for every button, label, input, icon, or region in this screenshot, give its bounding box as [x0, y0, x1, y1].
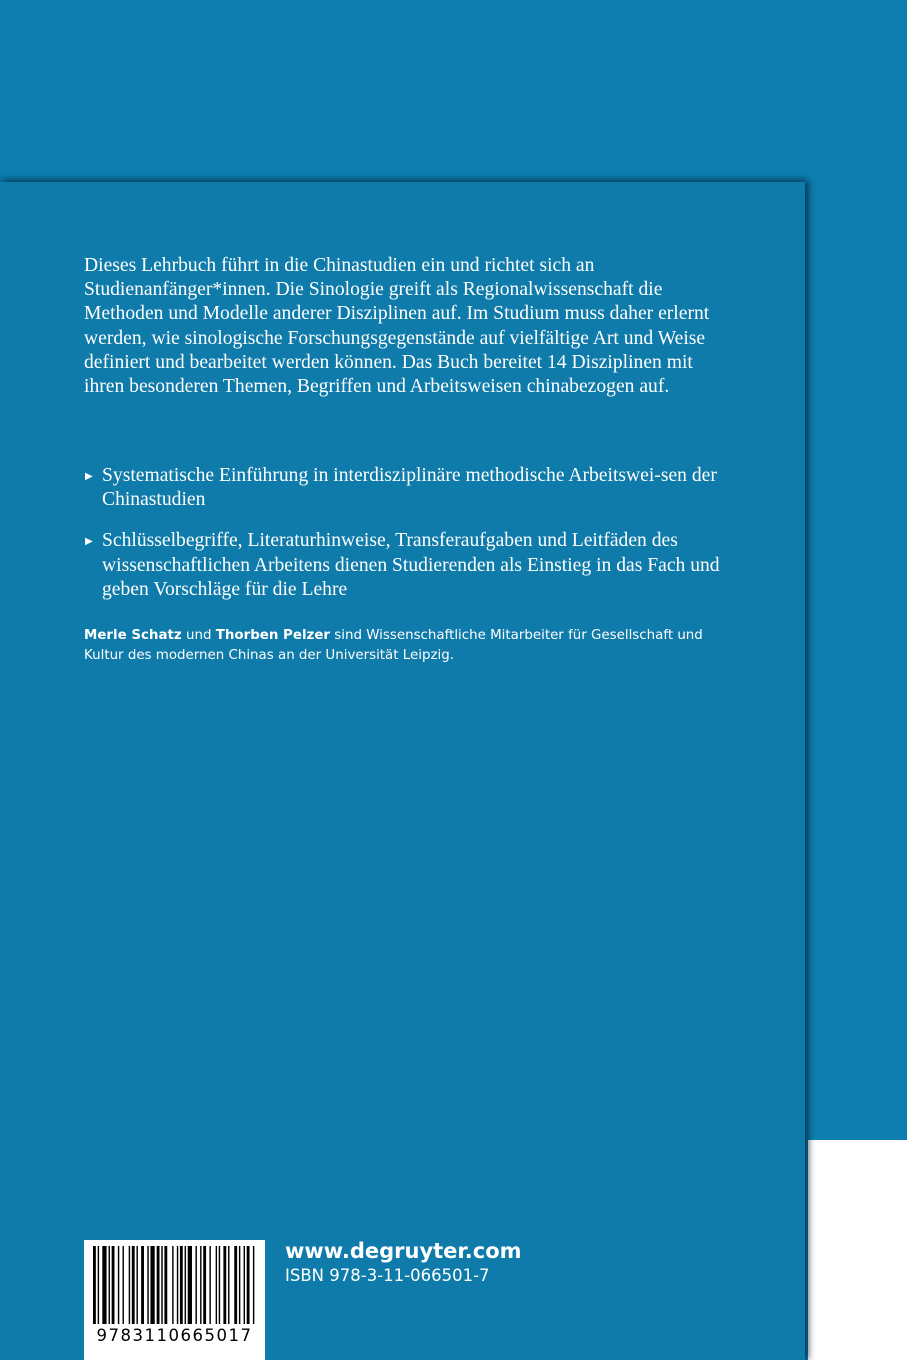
barcode-bar [118, 1246, 119, 1324]
barcode-bar [234, 1246, 237, 1324]
barcode-bars [93, 1246, 256, 1324]
barcode-bar [177, 1246, 178, 1324]
barcode-bar [200, 1246, 201, 1324]
author-bio-text: sind Wissenschaftliche Mitarbeiter für Gesellschaft und Kultur des modernen Chinas an der Universität Leipzig. [84, 628, 703, 663]
triangle-bullet-icon: ▶ [85, 536, 93, 548]
author-connector: und [185, 628, 212, 643]
barcode [84, 1240, 265, 1360]
barcode-bar [112, 1246, 115, 1324]
barcode-bar [228, 1246, 229, 1324]
barcode-bar [157, 1246, 160, 1324]
author-name: Merle Schatz [84, 628, 182, 643]
feature-item [84, 464, 734, 512]
barcode-bar [109, 1246, 110, 1324]
barcode-bar [98, 1246, 99, 1324]
barcode-bar [185, 1246, 186, 1324]
barcode-bar [216, 1246, 217, 1324]
barcode-bar [102, 1246, 106, 1324]
barcode-bar [93, 1246, 96, 1324]
barcode-bar [164, 1246, 167, 1324]
barcode-bar [195, 1246, 196, 1324]
barcode-bar [141, 1246, 144, 1324]
barcode-bar [136, 1246, 137, 1324]
publisher-website[interactable]: www.degruyter.com [285, 1239, 522, 1263]
feature-text: Systematische Einführung in interdisziplinäre methodische Arbeitswei-sen der Chinastudien [102, 465, 717, 511]
feature-list [84, 464, 734, 619]
barcode-bar [180, 1246, 183, 1324]
barcode-bar [247, 1246, 250, 1324]
triangle-bullet-icon: ▶ [85, 471, 93, 482]
barcode-bar [223, 1246, 226, 1324]
barcode-bar [150, 1246, 154, 1324]
author-bio [84, 626, 744, 666]
isbn-number: ISBN 978-3-11-066501-7 [285, 1266, 490, 1285]
barcode-bar [123, 1246, 124, 1324]
barcode-bar [147, 1246, 148, 1324]
barcode-bar [209, 1246, 210, 1324]
barcode-bar [253, 1246, 254, 1324]
barcode-bar [219, 1246, 220, 1324]
barcode-bar [203, 1246, 206, 1324]
barcode-bar [129, 1246, 130, 1324]
barcode-bar [239, 1246, 240, 1324]
feature-item [84, 529, 734, 602]
barcode-bar [188, 1246, 192, 1324]
barcode-bar [172, 1246, 173, 1324]
page-edge-white [808, 1140, 907, 1360]
author-name: Thorben Pelzer [215, 628, 331, 643]
barcode-number: 9783110665017 [96, 1326, 253, 1345]
barcode-bar [132, 1246, 135, 1324]
feature-text: Schlüsselbegriffe, Literaturhinweise, Transferaufgaben und Leitfäden des wissenschaftlichen Arbeitens dienen Studierenden als Einstieg in das Fach und geben Vorschläge für die Lehre [102, 530, 720, 600]
barcode-bar [244, 1246, 245, 1324]
barcode-bar [161, 1246, 162, 1324]
book-description: Dieses Lehrbuch führt in die Chinastudien ein und richtet sich an Studienanfänger*innen. Die Sinologie greift als Regionalwissenschaft die Methoden und Modelle anderer Disziplinen auf. Im Studium muss daher erlernt werden, wie sinologische Forschungsgegenstände auf vielfältige Art und Weise definiert und bearbeitet werden können. Das Buch bereitet 14 Disziplinen mit ihren besonderen Themen, Begriffen und Arbeitsweisen chinabezogen auf. [84, 255, 710, 398]
